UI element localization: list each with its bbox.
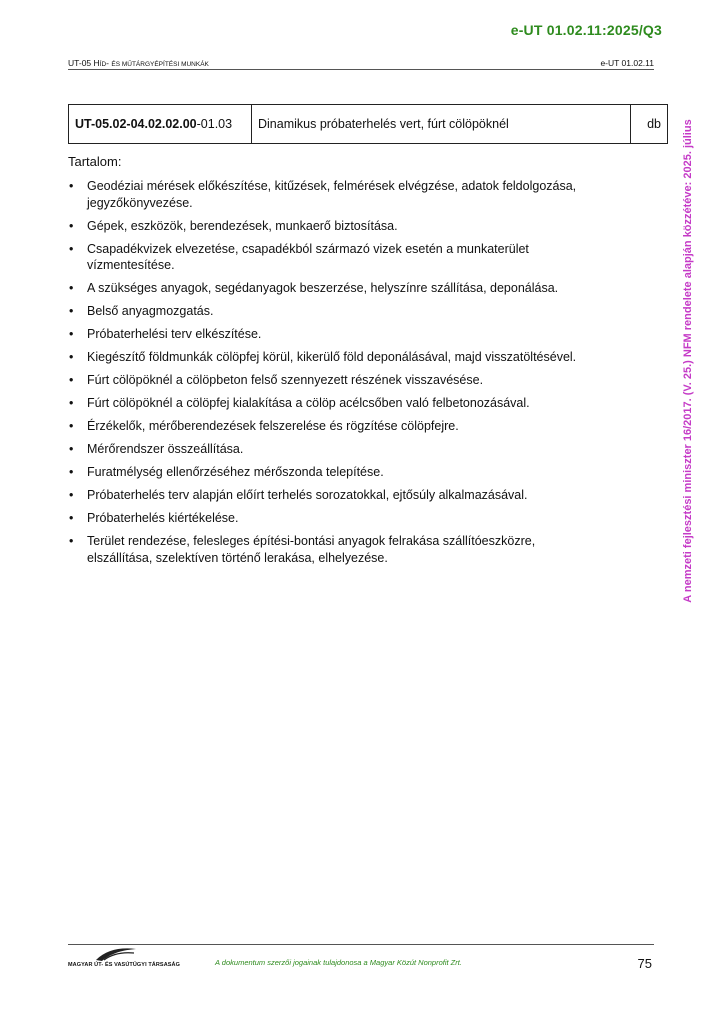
bullet-icon: • (69, 350, 74, 364)
page-number: 75 (637, 956, 652, 971)
bullet-icon: • (69, 327, 74, 341)
bullet-icon: • (69, 304, 74, 318)
running-header (68, 57, 654, 70)
bullet-icon: • (69, 534, 74, 548)
list-item (68, 372, 588, 389)
item-code-suffix: -01.03 (196, 117, 233, 131)
list-item-text: Próbaterhelési terv elkészítése. (87, 327, 262, 341)
list-item-text: Terület rendezése, felesleges építési-bontási anyagok felrakása szállítóeszközre, elszállítása, szelektíven történő lerakása, elhelyezése. (87, 534, 536, 565)
list-item (68, 441, 588, 458)
bullet-icon: • (69, 511, 74, 525)
list-item-text: Próbaterhelés terv alapján előírt terhelés sorozatokkal, ejtősúly alkalmazásával. (87, 488, 528, 502)
list-item (68, 241, 588, 274)
item-row (69, 105, 668, 144)
footer-divider (68, 944, 654, 945)
item-unit: db (631, 105, 668, 144)
list-item-text: Fúrt cölöpöknél a cölöpbeton felső szennyezett részének visszavésése. (87, 373, 484, 387)
publisher-logo (68, 946, 180, 970)
bullet-icon: • (69, 419, 74, 433)
bullet-icon: • (69, 281, 74, 295)
running-header-section (68, 58, 209, 68)
side-note (682, 96, 694, 626)
item-code: UT-05.02-04.02.02.00 (75, 117, 197, 131)
content-label: Tartalom: (68, 154, 122, 169)
list-item (68, 487, 588, 504)
list-item (68, 418, 588, 435)
list-item (68, 178, 588, 211)
content-list (68, 178, 588, 573)
bullet-icon: • (69, 179, 74, 193)
bullet-icon: • (69, 241, 74, 256)
list-item-text: A szükséges anyagok, segédanyagok beszerzése, helyszínre szállítása, deponálása. (87, 281, 559, 295)
bullet-icon: • (69, 218, 74, 233)
item-code-cell (69, 105, 252, 144)
list-item-text: Érzékelők, mérőberendezések felszerelése és rögzítése cölöpfejre. (87, 419, 459, 433)
list-item-text: Kiegészítő földmunkák cölöpfej körül, kikerülő föld deponálásával, majd visszatöltésével. (87, 350, 577, 364)
list-item (68, 464, 588, 481)
item-description: Dinamikus próbaterhelés vert, fúrt cölöpöknél (252, 105, 631, 144)
header-smallcaps-2: ÉS MŰTÁRGYÉPÍTÉSI MUNKÁK (111, 61, 209, 68)
list-item (68, 349, 588, 366)
header-smallcaps-1: ÍD (99, 61, 107, 68)
list-item (68, 510, 588, 527)
list-item-text: Csapadékvizek elvezetése, csapadékból származó vizek esetén a munkaterület vízmentesítése. (87, 241, 529, 272)
list-item-text: Próbaterhelés kiértékelése. (87, 511, 239, 525)
list-item (68, 218, 588, 235)
list-item (68, 280, 588, 297)
list-item-text: Fúrt cölöpöknél a cölöpfej kialakítása a cölöp acélcsőben való felbetonozásával. (87, 396, 530, 410)
bullet-icon: • (69, 373, 74, 387)
list-item (68, 395, 588, 412)
logo-text: MAGYAR ÚT- ÉS VASÚTÜGYI TÁRSASÁG (68, 962, 180, 968)
side-note-text: A nemzeti fejlesztési miniszter 16/2017. (V. 25.) NFM rendelete alapján közzétéve: 2025. július (682, 119, 694, 603)
list-item-text: Gépek, eszközök, berendezések, munkaerő biztosítása. (87, 218, 398, 233)
document-code: e-UT 01.02.11:2025/Q3 (510, 22, 662, 38)
copyright-notice: A dokumentum szerzői jogainak tulajdonosa a Magyar Közút Nonprofit Zrt. (215, 958, 462, 967)
swoosh-logo-icon (94, 946, 138, 962)
list-item (68, 326, 588, 343)
list-item-text: Geodéziai mérések előkészítése, kitűzések, felmérések elvégzése, adatok feldolgozása, jegyzőkönyvezése. (87, 179, 577, 210)
bullet-icon: • (69, 396, 74, 410)
list-item (68, 533, 588, 566)
header-separator: - (106, 58, 112, 68)
list-item-text: Mérőrendszer összeállítása. (87, 442, 244, 456)
running-header-code: e-UT 01.02.11 (600, 58, 654, 68)
bullet-icon: • (69, 488, 74, 502)
item-table (68, 104, 668, 144)
header-prefix: UT-05 H (68, 58, 100, 68)
list-item-text: Belső anyagmozgatás. (87, 304, 214, 318)
list-item-text: Furatmélység ellenőrzéséhez mérőszonda telepítése. (87, 465, 384, 479)
bullet-icon: • (69, 465, 74, 479)
bullet-icon: • (69, 442, 74, 456)
list-item (68, 303, 588, 320)
